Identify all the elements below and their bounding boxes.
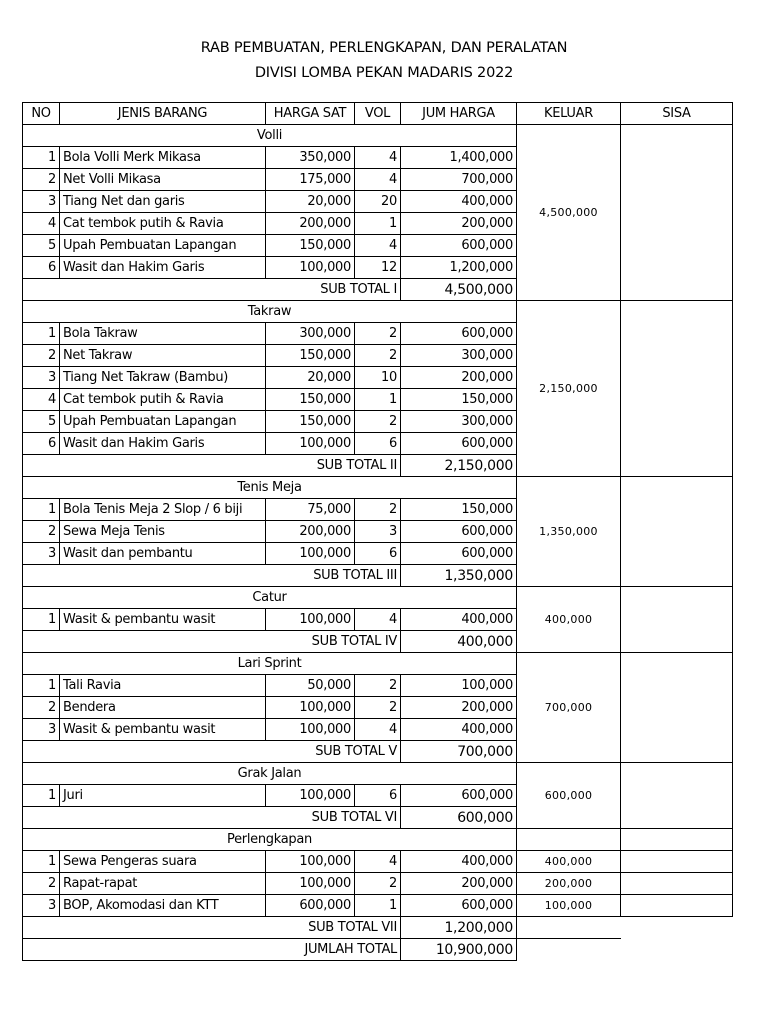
header-jenis-barang: JENIS BARANG — [60, 103, 266, 125]
sisa-cell — [621, 829, 733, 851]
subtotal-label: SUB TOTAL II — [23, 455, 401, 477]
subtotal-label: SUB TOTAL III — [23, 565, 401, 587]
item-total: 300,000 — [401, 345, 517, 367]
item-vol: 20 — [355, 191, 401, 213]
section-row — [23, 763, 733, 785]
keluar-value: 4,500,000 — [517, 125, 621, 301]
item-total: 150,000 — [401, 389, 517, 411]
item-total: 100,000 — [401, 675, 517, 697]
item-name: Wasit dan Hakim Garis — [60, 433, 266, 455]
item-name: BOP, Akomodasi dan KTT — [60, 895, 266, 917]
item-price: 75,000 — [266, 499, 355, 521]
item-name: Upah Pembuatan Lapangan — [60, 235, 266, 257]
item-vol: 1 — [355, 213, 401, 235]
item-total: 200,000 — [401, 367, 517, 389]
item-name: Cat tembok putih & Ravia — [60, 213, 266, 235]
item-no: 1 — [23, 147, 60, 169]
item-no: 2 — [23, 169, 60, 191]
document-subtitle: DIVISI LOMBA PEKAN MADARIS 2022 — [254, 65, 514, 81]
item-price: 100,000 — [266, 851, 355, 873]
subtotal-label: SUB TOTAL VI — [23, 807, 401, 829]
section-row — [23, 829, 733, 851]
item-no: 3 — [23, 191, 60, 213]
item-vol: 2 — [355, 873, 401, 895]
sisa-cell — [621, 895, 733, 917]
item-no: 3 — [23, 719, 60, 741]
grand-total-row — [23, 939, 733, 961]
table-row — [23, 895, 733, 917]
item-price: 100,000 — [266, 433, 355, 455]
item-price: 100,000 — [266, 609, 355, 631]
section-row — [23, 477, 733, 499]
item-vol: 1 — [355, 895, 401, 917]
header-row — [23, 103, 733, 125]
item-name: Sewa Pengeras suara — [60, 851, 266, 873]
item-price: 600,000 — [266, 895, 355, 917]
item-price: 20,000 — [266, 367, 355, 389]
item-vol: 4 — [355, 851, 401, 873]
item-total: 600,000 — [401, 323, 517, 345]
item-name: Net Takraw — [60, 345, 266, 367]
item-price: 150,000 — [266, 411, 355, 433]
item-name: Upah Pembuatan Lapangan — [60, 411, 266, 433]
item-total: 600,000 — [401, 433, 517, 455]
item-total: 600,000 — [401, 235, 517, 257]
item-no: 5 — [23, 411, 60, 433]
item-price: 100,000 — [266, 257, 355, 279]
item-total: 400,000 — [401, 191, 517, 213]
item-vol: 1 — [355, 389, 401, 411]
item-no: 1 — [23, 323, 60, 345]
item-total: 200,000 — [401, 697, 517, 719]
item-vol: 4 — [355, 719, 401, 741]
item-name: Rapat-rapat — [60, 873, 266, 895]
item-price: 100,000 — [266, 719, 355, 741]
sisa-cell — [621, 851, 733, 873]
subtotal-label: SUB TOTAL IV — [23, 631, 401, 653]
item-price: 150,000 — [266, 345, 355, 367]
item-price: 100,000 — [266, 697, 355, 719]
sisa-cell — [621, 763, 733, 829]
keluar-value: 400,000 — [517, 851, 621, 873]
item-price: 100,000 — [266, 543, 355, 565]
item-no: 3 — [23, 543, 60, 565]
section-title: Takraw — [23, 301, 517, 323]
item-no: 1 — [23, 785, 60, 807]
item-price: 100,000 — [266, 873, 355, 895]
item-name: Bola Volli Merk Mikasa — [60, 147, 266, 169]
section-title: Catur — [23, 587, 517, 609]
header-jum-harga: JUM HARGA — [401, 103, 517, 125]
keluar-cell — [517, 829, 621, 851]
item-price: 300,000 — [266, 323, 355, 345]
item-name: Bola Tenis Meja 2 Slop / 6 biji — [60, 499, 266, 521]
item-no: 1 — [23, 675, 60, 697]
item-name: Wasit dan Hakim Garis — [60, 257, 266, 279]
subtotal-row — [23, 917, 733, 939]
item-no: 2 — [23, 521, 60, 543]
item-name: Juri — [60, 785, 266, 807]
subtotal-label: SUB TOTAL I — [23, 279, 401, 301]
keluar-value: 600,000 — [517, 763, 621, 829]
item-no: 2 — [23, 873, 60, 895]
item-name: Bola Takraw — [60, 323, 266, 345]
item-name: Tali Ravia — [60, 675, 266, 697]
item-total: 400,000 — [401, 851, 517, 873]
item-no: 5 — [23, 235, 60, 257]
item-vol: 4 — [355, 147, 401, 169]
item-name: Wasit dan pembantu — [60, 543, 266, 565]
subtotal-label: SUB TOTAL VII — [23, 917, 401, 939]
keluar-value: 200,000 — [517, 873, 621, 895]
keluar-cell — [517, 917, 621, 939]
table-row — [23, 851, 733, 873]
item-no: 4 — [23, 389, 60, 411]
subtotal-value: 400,000 — [401, 631, 517, 653]
item-name: Net Volli Mikasa — [60, 169, 266, 191]
item-total: 300,000 — [401, 411, 517, 433]
item-price: 100,000 — [266, 785, 355, 807]
item-vol: 4 — [355, 169, 401, 191]
subtotal-value: 700,000 — [401, 741, 517, 763]
item-vol: 2 — [355, 697, 401, 719]
header-sisa: SISA — [621, 103, 733, 125]
item-total: 600,000 — [401, 785, 517, 807]
item-name: Tiang Net Takraw (Bambu) — [60, 367, 266, 389]
section-row — [23, 587, 733, 609]
section-title: Grak Jalan — [23, 763, 517, 785]
item-total: 400,000 — [401, 719, 517, 741]
section-row — [23, 125, 733, 147]
item-total: 200,000 — [401, 873, 517, 895]
item-total: 1,200,000 — [401, 257, 517, 279]
item-name: Bendera — [60, 697, 266, 719]
item-vol: 4 — [355, 609, 401, 631]
item-total: 700,000 — [401, 169, 517, 191]
item-price: 350,000 — [266, 147, 355, 169]
budget-body — [23, 125, 733, 961]
section-title: Perlengkapan — [23, 829, 517, 851]
item-total: 1,400,000 — [401, 147, 517, 169]
item-total: 400,000 — [401, 609, 517, 631]
sisa-cell — [621, 653, 733, 763]
grand-total-label: JUMLAH TOTAL — [23, 939, 401, 961]
header-no: NO — [23, 103, 60, 125]
item-price: 200,000 — [266, 213, 355, 235]
item-price: 150,000 — [266, 389, 355, 411]
keluar-value: 1,350,000 — [517, 477, 621, 587]
sisa-cell — [621, 587, 733, 653]
item-price: 175,000 — [266, 169, 355, 191]
item-price: 20,000 — [266, 191, 355, 213]
item-no: 1 — [23, 851, 60, 873]
header-vol: VOL — [355, 103, 401, 125]
item-total: 600,000 — [401, 895, 517, 917]
item-no: 2 — [23, 345, 60, 367]
subtotal-value: 1,350,000 — [401, 565, 517, 587]
subtotal-value: 2,150,000 — [401, 455, 517, 477]
document-title: RAB PEMBUATAN, PERLENGKAPAN, DAN PERALATAN — [200, 40, 568, 56]
item-no: 3 — [23, 895, 60, 917]
item-vol: 12 — [355, 257, 401, 279]
sisa-cell — [621, 125, 733, 301]
keluar-value: 2,150,000 — [517, 301, 621, 477]
item-no: 4 — [23, 213, 60, 235]
subtotal-value: 1,200,000 — [401, 917, 517, 939]
sisa-cell — [621, 873, 733, 895]
item-no: 6 — [23, 433, 60, 455]
item-vol: 4 — [355, 235, 401, 257]
item-no: 1 — [23, 499, 60, 521]
item-no: 2 — [23, 697, 60, 719]
item-vol: 2 — [355, 345, 401, 367]
keluar-value: 100,000 — [517, 895, 621, 917]
item-vol: 2 — [355, 323, 401, 345]
item-price: 200,000 — [266, 521, 355, 543]
item-total: 150,000 — [401, 499, 517, 521]
item-vol: 2 — [355, 675, 401, 697]
item-no: 6 — [23, 257, 60, 279]
item-no: 3 — [23, 367, 60, 389]
subtotal-value: 600,000 — [401, 807, 517, 829]
budget-table — [22, 102, 733, 961]
header-keluar: KELUAR — [517, 103, 621, 125]
item-vol: 2 — [355, 411, 401, 433]
section-row — [23, 301, 733, 323]
item-price: 50,000 — [266, 675, 355, 697]
item-name: Tiang Net dan garis — [60, 191, 266, 213]
item-name: Cat tembok putih & Ravia — [60, 389, 266, 411]
item-name: Sewa Meja Tenis — [60, 521, 266, 543]
keluar-value: 400,000 — [517, 587, 621, 653]
item-no: 1 — [23, 609, 60, 631]
sisa-cell — [621, 301, 733, 477]
sisa-cell — [621, 477, 733, 587]
item-total: 600,000 — [401, 521, 517, 543]
subtotal-value: 4,500,000 — [401, 279, 517, 301]
section-row — [23, 653, 733, 675]
item-vol: 3 — [355, 521, 401, 543]
section-title: Tenis Meja — [23, 477, 517, 499]
section-title: Volli — [23, 125, 517, 147]
item-vol: 2 — [355, 499, 401, 521]
item-vol: 6 — [355, 433, 401, 455]
header-harga-sat: HARGA SAT — [266, 103, 355, 125]
item-vol: 6 — [355, 543, 401, 565]
section-title: Lari Sprint — [23, 653, 517, 675]
item-total: 600,000 — [401, 543, 517, 565]
item-name: Wasit & pembantu wasit — [60, 609, 266, 631]
item-vol: 10 — [355, 367, 401, 389]
keluar-value: 700,000 — [517, 653, 621, 763]
item-total: 200,000 — [401, 213, 517, 235]
item-price: 150,000 — [266, 235, 355, 257]
item-name: Wasit & pembantu wasit — [60, 719, 266, 741]
table-row — [23, 873, 733, 895]
grand-total-value: 10,900,000 — [401, 939, 517, 961]
item-vol: 6 — [355, 785, 401, 807]
subtotal-label: SUB TOTAL V — [23, 741, 401, 763]
